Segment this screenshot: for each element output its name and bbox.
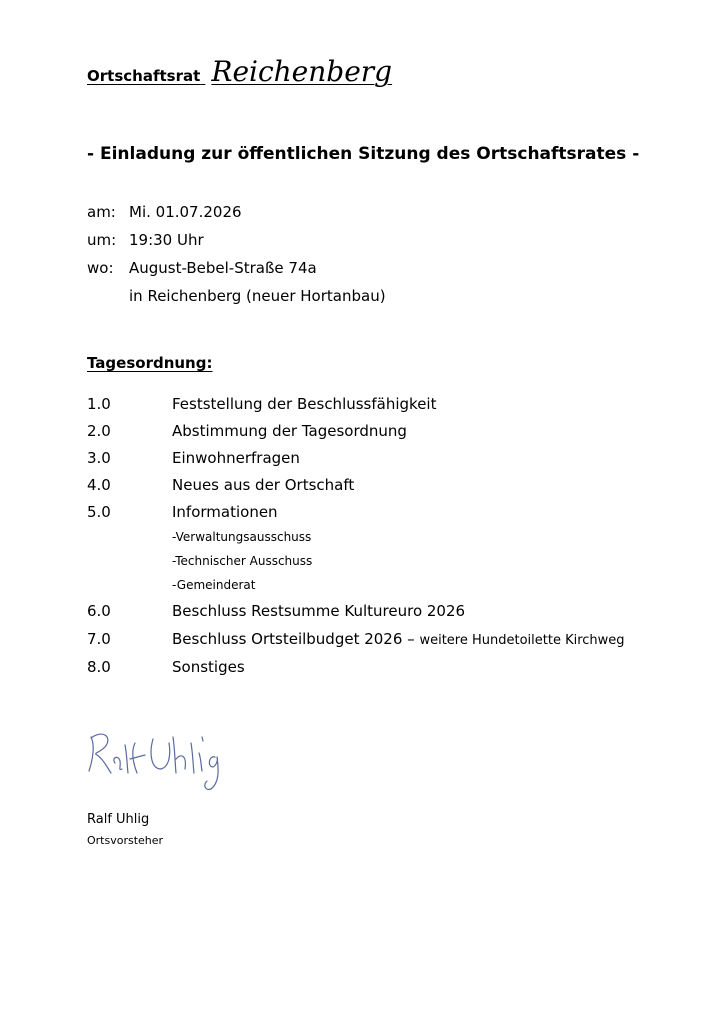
date-label: am:: [87, 203, 116, 221]
handwritten-signature: [85, 725, 225, 795]
agenda-item-note: weitere Hundetoilette Kirchweg: [419, 633, 625, 648]
agenda-item-text: Abstimmung der Tagesordnung: [172, 422, 407, 440]
agenda-item-number: 4.0: [87, 476, 111, 494]
signer-title: Ortsvorsteher: [87, 834, 164, 847]
location-line-2: in Reichenberg (neuer Hortanbau): [129, 287, 386, 305]
date-value: Mi. 01.07.2026: [129, 203, 242, 221]
signer-name: Ralf Uhlig: [87, 812, 150, 827]
time-label: um:: [87, 231, 117, 249]
organization-name: Ortschaftsrat: [87, 67, 201, 85]
time-value: 19:30 Uhr: [129, 231, 204, 249]
agenda-item-text: Einwohnerfragen: [172, 449, 300, 467]
agenda-item-text: Sonstiges: [172, 658, 245, 676]
agenda-item-text: Informationen: [172, 503, 278, 521]
invitation-subtitle: - Einladung zur öffentlichen Sitzung des Ortschaftsrates -: [87, 144, 640, 164]
agenda-item-number: 2.0: [87, 422, 111, 440]
agenda-item-number: 6.0: [87, 602, 111, 620]
location-line-1: August-Bebel-Straße 74a: [129, 259, 317, 277]
agenda-item-text: Neues aus der Ortschaft: [172, 476, 355, 494]
agenda-item-number: 5.0: [87, 503, 111, 521]
agenda-subitem: -Gemeinderat: [172, 578, 256, 592]
agenda-item-text: Feststellung der Beschlussfähigkeit: [172, 395, 437, 413]
agenda-item-text: Beschluss Restsumme Kultureuro 2026: [172, 602, 466, 620]
location-label: wo:: [87, 259, 114, 277]
agenda-title: Tagesordnung:: [87, 354, 213, 372]
agenda-item-number: 8.0: [87, 658, 111, 676]
agenda-item-number: 7.0: [87, 630, 111, 648]
agenda-item-number: 1.0: [87, 395, 111, 413]
agenda-subitem: -Verwaltungsausschuss: [172, 530, 312, 544]
agenda-item-text: Beschluss Ortsteilbudget 2026 –: [172, 630, 415, 648]
place-name: Reichenberg: [211, 55, 393, 88]
agenda-item-text-wrap: [172, 630, 625, 648]
agenda-item-number: 3.0: [87, 449, 111, 467]
agenda-subitem: -Technischer Ausschuss: [172, 554, 313, 568]
page-heading: [87, 55, 392, 88]
